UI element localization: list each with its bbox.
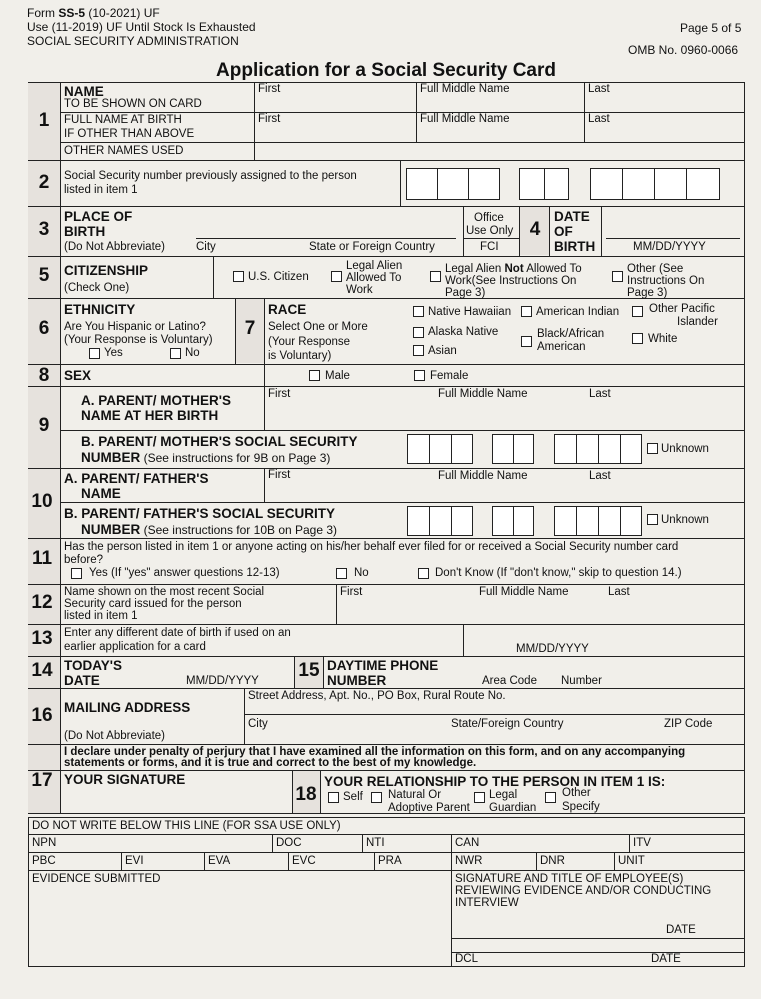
relationship-guardian-label-2: Guardian: [489, 802, 537, 814]
col-divider: [264, 364, 265, 386]
office-row-divider: [28, 834, 745, 835]
other-names-input[interactable]: [258, 144, 738, 158]
item-number-4: 4: [529, 219, 541, 240]
black-african-american-label-2: American: [537, 341, 586, 353]
digit-divider: [451, 506, 452, 536]
can-label: CAN: [455, 837, 480, 849]
ssa-use-heading: DO NOT WRITE BELOW THIS LINE (FOR SSA USE ONLY): [32, 820, 341, 832]
row-divider: [28, 770, 745, 771]
office-col-divider: [121, 852, 122, 870]
mother-ssn-area-input[interactable]: [407, 434, 473, 464]
birth-city-label: City: [196, 241, 216, 253]
row-divider: [28, 160, 745, 161]
fci-label: FCI: [480, 241, 499, 253]
item-number-5: 5: [38, 265, 50, 286]
ethnicity-label: ETHNICITY: [64, 302, 136, 317]
col-divider: [264, 468, 265, 502]
race-label: RACE: [268, 302, 307, 317]
col-divider: [264, 298, 265, 364]
row-divider: [28, 386, 745, 387]
dob-format: MM/DD/YYYY: [633, 241, 706, 253]
native-hawaiian-checkbox[interactable]: [413, 306, 424, 317]
prior-card-dont-know-label: Don't Know (If "don't know," skip to question 14.): [435, 567, 682, 579]
name-sublabel: TO BE SHOWN ON CARD: [64, 98, 202, 110]
city-label: City: [248, 718, 268, 730]
mother-ssn-unknown-label: Unknown: [661, 443, 709, 455]
item-number-7: 7: [244, 318, 256, 339]
agency-name: SOCIAL SECURITY ADMINISTRATION: [27, 34, 239, 48]
father-ssn-label-2: NUMBER (See instructions for 10B on Page 3): [81, 522, 338, 537]
recent-card-name-label: Name shown on the most recent Social: [64, 586, 265, 598]
father-ssn-unknown-label: Unknown: [661, 514, 709, 526]
office-row-divider: [451, 938, 745, 939]
other-pacific-islander-label-2: Islander: [677, 316, 718, 328]
unit-label: UNIT: [618, 855, 645, 867]
recent-card-name-label-2: Security card issued for the person: [64, 598, 242, 610]
doc-label: DOC: [276, 837, 302, 849]
phone-label: DAYTIME PHONE: [327, 658, 439, 673]
name-last-input[interactable]: [588, 97, 738, 111]
female-checkbox[interactable]: [414, 370, 425, 381]
prior-card-dont-know-checkbox[interactable]: [418, 568, 429, 579]
evidence-submitted-label: EVIDENCE SUBMITTED: [32, 873, 161, 885]
mailing-address-label: MAILING ADDRESS: [64, 700, 191, 715]
legal-alien-work-label: Legal Alien: [346, 260, 403, 272]
dob-label: DATE: [554, 209, 590, 224]
male-label: Male: [325, 370, 350, 382]
page-title: Application for a Social Security Card: [216, 60, 556, 81]
evc-label: EVC: [292, 855, 316, 867]
alaska-native-checkbox[interactable]: [413, 327, 424, 338]
area-code-label: Area Code: [482, 675, 537, 687]
row-subdivider: [60, 142, 745, 143]
item-number-3: 3: [38, 219, 50, 240]
prev-ssn-sublabel: listed in item 1: [64, 184, 138, 196]
itv-label: ITV: [633, 837, 651, 849]
employee-signature-label: SIGNATURE AND TITLE OF EMPLOYEE(S): [455, 873, 684, 885]
middle-name-label: Full Middle Name: [420, 83, 510, 95]
office-col-divider: [629, 834, 630, 852]
digit-divider: [429, 434, 430, 464]
col-divider: [294, 656, 295, 688]
mother-ssn-unknown-checkbox[interactable]: [647, 443, 658, 454]
legal-alien-work-label-3: Work: [346, 284, 373, 296]
form-number: Form SS-5 (10-2021) UF: [27, 6, 160, 20]
item-number-8: 8: [38, 365, 50, 386]
recent-card-name-input[interactable]: [340, 601, 738, 621]
recent-middle-label: Full Middle Name: [479, 586, 569, 598]
col-divider: [320, 770, 321, 814]
us-citizen-checkbox[interactable]: [233, 271, 244, 282]
item-number-15: 15: [298, 660, 320, 681]
prior-card-no-label: No: [354, 567, 369, 579]
relationship-other-label: Other: [562, 787, 591, 799]
place-of-birth-input[interactable]: [196, 222, 456, 239]
row-divider: [28, 744, 745, 745]
recent-first-label: First: [340, 586, 363, 598]
birth-state-label: State or Foreign Country: [309, 241, 435, 253]
item-number-6: 6: [38, 318, 50, 339]
dcl-label: DCL: [455, 953, 479, 965]
legal-alien-no-work-label-3: Page 3): [445, 287, 486, 299]
place-of-birth-note: (Do Not Abbreviate): [64, 241, 165, 253]
item-number-17: 17: [31, 770, 53, 791]
citizenship-other-checkbox[interactable]: [612, 271, 623, 282]
other-dob-label: Enter any different date of birth if used on an: [64, 627, 291, 639]
race-voluntary-2: is Voluntary): [268, 350, 332, 362]
col-divider: [463, 206, 464, 256]
father-ssn-label: B. PARENT/ FATHER'S SOCIAL SECURITY: [64, 506, 335, 521]
mother-name-label: A. PARENT/ MOTHER'S: [81, 393, 231, 408]
ethnicity-question: Are You Hispanic or Latino?: [64, 321, 206, 333]
digit-divider: [468, 168, 469, 200]
office-col-divider: [204, 852, 205, 870]
legal-alien-no-work-checkbox[interactable]: [430, 271, 441, 282]
todays-date-format: MM/DD/YYYY: [186, 675, 259, 687]
item-number-18: 18: [295, 784, 317, 805]
name-middle-input[interactable]: [420, 97, 580, 111]
digit-divider: [437, 168, 438, 200]
father-middle-label: Full Middle Name: [438, 470, 528, 482]
col-divider: [235, 298, 236, 364]
other-pacific-islander-checkbox[interactable]: [632, 306, 643, 317]
black-african-american-label: Black/African: [537, 328, 605, 340]
col-divider: [601, 206, 602, 256]
signature-input[interactable]: [64, 788, 288, 812]
digit-divider: [576, 434, 577, 464]
office-col-divider: [536, 852, 537, 870]
other-dob-label-2: earlier application for a card: [64, 641, 206, 653]
father-name-input[interactable]: [268, 484, 738, 500]
row-divider: [28, 538, 745, 539]
digit-divider: [576, 506, 577, 536]
place-of-birth-label-2: BIRTH: [64, 224, 106, 239]
number-column-divider: [60, 82, 61, 814]
use-until-text: Use (11-2019) UF Until Stock Is Exhausted: [27, 20, 256, 34]
item-number-9: 9: [38, 415, 50, 436]
office-use-label: Office: [474, 212, 504, 224]
relationship-guardian-label: Legal: [489, 789, 518, 801]
page-number: Page 5 of 5: [680, 21, 742, 35]
digit-divider: [451, 434, 452, 464]
col-divider: [400, 160, 401, 206]
american-indian-checkbox[interactable]: [521, 306, 532, 317]
race-voluntary: (Your Response: [268, 336, 351, 348]
office-col-divider: [272, 834, 273, 852]
digit-divider: [620, 434, 621, 464]
relationship-guardian-checkbox[interactable]: [474, 792, 485, 803]
col-divider: [549, 206, 550, 256]
street-address-input[interactable]: [248, 702, 738, 713]
us-citizen-label: U.S. Citizen: [248, 271, 309, 283]
relationship-other-checkbox[interactable]: [545, 792, 556, 803]
item-number-16: 16: [31, 705, 53, 726]
white-checkbox[interactable]: [632, 333, 643, 344]
street-address-label: Street Address, Apt. No., PO Box, Rural Route No.: [248, 690, 506, 702]
legal-alien-no-work-label: Legal Alien Not Allowed To: [445, 263, 582, 275]
digit-divider: [513, 434, 514, 464]
mother-ssn-label: B. PARENT/ MOTHER'S SOCIAL SECURITY: [81, 434, 358, 449]
digit-divider: [622, 168, 623, 200]
father-last-label: Last: [589, 470, 611, 482]
nwr-label: NWR: [455, 855, 483, 867]
white-label: White: [648, 333, 678, 345]
office-row-divider: [28, 870, 745, 871]
row-divider: [28, 364, 745, 365]
mother-ssn-label-2: NUMBER (See instructions for 9B on Page 3): [81, 450, 331, 465]
relationship-parent-label-2: Adoptive Parent: [388, 802, 470, 814]
mother-name-input[interactable]: [268, 404, 738, 426]
row-divider: [28, 656, 745, 657]
other-pacific-islander-label: Other Pacific: [649, 303, 715, 315]
state-country-label: State/Foreign Country: [451, 718, 564, 730]
office-col-divider: [374, 852, 375, 870]
item-number-11: 11: [31, 548, 53, 569]
father-ssn-area-input[interactable]: [407, 506, 473, 536]
col-divider: [416, 82, 417, 142]
col-divider: [264, 386, 265, 430]
other-names-label: OTHER NAMES USED: [64, 145, 184, 157]
legal-alien-work-label-2: Allowed To: [346, 272, 402, 284]
dcl-date-label: DATE: [651, 953, 681, 965]
relationship-other-specify: Specify: [562, 801, 600, 813]
place-of-birth-label: PLACE OF: [64, 209, 133, 224]
father-first-label: First: [268, 469, 291, 481]
row-divider: [28, 624, 745, 625]
relationship-self-checkbox[interactable]: [328, 792, 339, 803]
first-name-label: First: [258, 83, 281, 95]
native-hawaiian-label: Native Hawaiian: [428, 306, 512, 318]
row-divider: [28, 206, 745, 207]
item-number-1: 1: [38, 110, 50, 131]
mother-middle-label: Full Middle Name: [438, 388, 528, 400]
male-checkbox[interactable]: [309, 370, 320, 381]
col-divider: [323, 656, 324, 688]
relationship-self-label: Self: [343, 791, 363, 803]
name-label: NAME: [64, 84, 104, 99]
citizenship-note: (Check One): [64, 282, 130, 294]
hispanic-yes-checkbox[interactable]: [89, 348, 100, 359]
mailing-address-note: (Do Not Abbreviate): [64, 730, 165, 742]
mother-name-label-2: NAME AT HER BIRTH: [81, 408, 219, 423]
digit-divider: [429, 506, 430, 536]
row-subdivider: [60, 430, 745, 431]
race-instruction: Select One or More: [268, 321, 368, 333]
father-name-label-2: NAME: [81, 486, 121, 501]
dob-input[interactable]: [606, 222, 740, 239]
omb-number: OMB No. 0960-0066: [628, 43, 739, 57]
row-divider: [28, 688, 745, 689]
last-name-label: Last: [588, 83, 610, 95]
employee-signature-label-2: REVIEWING EVIDENCE AND/OR CONDUCTING: [455, 885, 712, 897]
row-subdivider: [244, 714, 745, 715]
prev-ssn-serial-input[interactable]: [590, 168, 720, 200]
recent-last-label: Last: [608, 586, 630, 598]
col-divider: [336, 584, 337, 624]
hispanic-no-checkbox[interactable]: [170, 348, 181, 359]
name-first-input[interactable]: [258, 97, 408, 111]
father-ssn-unknown-checkbox[interactable]: [647, 514, 658, 525]
row-divider: [28, 468, 745, 469]
row-divider: [28, 256, 745, 257]
signature-label: YOUR SIGNATURE: [64, 772, 186, 787]
employee-signature-label-3: INTERVIEW: [455, 897, 519, 909]
ethnicity-voluntary: (Your Response is Voluntary): [64, 334, 213, 346]
citizenship-other-label-2: Instructions On: [627, 275, 705, 287]
declaration-text: I declare under penalty of perjury that I have examined all the information on this form, and on any accompanying: [64, 746, 686, 758]
prior-card-yes-checkbox[interactable]: [71, 568, 82, 579]
birth-name-sublabel: IF OTHER THAN ABOVE: [64, 128, 195, 140]
office-col-divider: [288, 852, 289, 870]
npn-label: NPN: [32, 837, 57, 849]
todays-date-label-2: DATE: [64, 673, 100, 688]
digit-divider: [620, 506, 621, 536]
row-subdivider: [60, 112, 745, 113]
office-col-divider: [362, 834, 363, 852]
prev-ssn-area-input[interactable]: [406, 168, 500, 200]
american-indian-label: American Indian: [536, 306, 620, 318]
digit-divider: [598, 506, 599, 536]
item-number-12: 12: [31, 592, 53, 613]
col-divider: [254, 82, 255, 160]
col-divider: [584, 82, 585, 142]
citizenship-other-label: Other (See: [627, 263, 684, 275]
row-divider: [28, 584, 745, 585]
todays-date-input[interactable]: [130, 658, 290, 672]
other-dob-format: MM/DD/YYYY: [516, 643, 589, 655]
prior-card-no-checkbox[interactable]: [336, 568, 347, 579]
black-african-american-checkbox[interactable]: [521, 336, 532, 347]
relationship-parent-checkbox[interactable]: [371, 792, 382, 803]
birth-middle-label: Full Middle Name: [420, 113, 510, 125]
item-number-10: 10: [31, 491, 53, 512]
prior-card-question: Has the person listed in item 1 or anyone acting on his/her behalf ever filed for or received a Social Security number card: [64, 541, 679, 553]
relationship-parent-label: Natural Or: [388, 789, 442, 801]
item-number-13: 13: [31, 628, 53, 649]
phone-input[interactable]: [470, 658, 738, 672]
digit-divider: [544, 168, 545, 200]
birth-first-label: First: [258, 113, 281, 125]
phone-label-2: NUMBER: [327, 673, 387, 688]
asian-checkbox[interactable]: [413, 345, 424, 356]
sex-label: SEX: [64, 368, 92, 383]
col-divider: [213, 256, 214, 298]
city-state-zip-input[interactable]: [248, 730, 738, 742]
office-use-label-2: Use Only: [466, 225, 514, 237]
prior-card-yes-label: Yes (If "yes" answer questions 12-13): [89, 567, 280, 579]
office-col-divider: [614, 852, 615, 870]
hispanic-no-label: No: [185, 347, 200, 359]
birth-name-label: FULL NAME AT BIRTH: [64, 114, 182, 126]
dob-label-3: BIRTH: [554, 239, 596, 254]
birth-last-label: Last: [588, 113, 610, 125]
mother-first-label: First: [268, 388, 291, 400]
digit-divider: [598, 434, 599, 464]
nti-label: NTI: [366, 837, 385, 849]
pbc-label: PBC: [32, 855, 56, 867]
father-name-label: A. PARENT/ FATHER'S: [64, 471, 209, 486]
digit-divider: [686, 168, 687, 200]
legal-alien-no-work-label-2: Work(See Instructions On: [445, 275, 577, 287]
alaska-native-label: Alaska Native: [428, 326, 499, 338]
relationship-label: YOUR RELATIONSHIP TO THE PERSON IN ITEM 1 IS:: [324, 774, 666, 789]
item-number-14: 14: [31, 660, 53, 681]
mother-last-label: Last: [589, 388, 611, 400]
dnr-label: DNR: [540, 855, 565, 867]
evi-label: EVI: [125, 855, 144, 867]
col-divider: [463, 624, 464, 656]
item-number-2: 2: [38, 172, 50, 193]
hispanic-yes-label: Yes: [104, 347, 123, 359]
asian-label: Asian: [428, 345, 457, 357]
phone-number-label: Number: [561, 675, 602, 687]
eva-label: EVA: [208, 855, 231, 867]
office-col-divider: [451, 834, 452, 967]
office-use-divider: [463, 238, 519, 239]
employee-date-label: DATE: [666, 924, 696, 936]
prev-ssn-label: Social Security number previously assigned to the person: [64, 170, 357, 182]
digit-divider: [513, 506, 514, 536]
digit-divider: [654, 168, 655, 200]
prior-card-question-2: before?: [64, 554, 104, 566]
legal-alien-work-checkbox[interactable]: [331, 271, 342, 282]
citizenship-other-label-3: Page 3): [627, 287, 668, 299]
zip-code-label: ZIP Code: [664, 718, 713, 730]
office-row-divider: [451, 952, 745, 953]
col-divider: [244, 688, 245, 744]
pra-label: PRA: [378, 855, 402, 867]
declaration-text-2: statements or forms, and it is true and correct to the best of my knowledge.: [64, 757, 477, 769]
recent-card-name-label-3: listed in item 1: [64, 610, 138, 622]
office-row-divider: [28, 852, 745, 853]
female-label: Female: [430, 370, 469, 382]
todays-date-label: TODAY'S: [64, 658, 122, 673]
row-subdivider: [60, 502, 745, 503]
other-dob-input[interactable]: [470, 626, 738, 642]
citizenship-label: CITIZENSHIP: [64, 263, 149, 278]
dob-label-2: OF: [554, 224, 573, 239]
